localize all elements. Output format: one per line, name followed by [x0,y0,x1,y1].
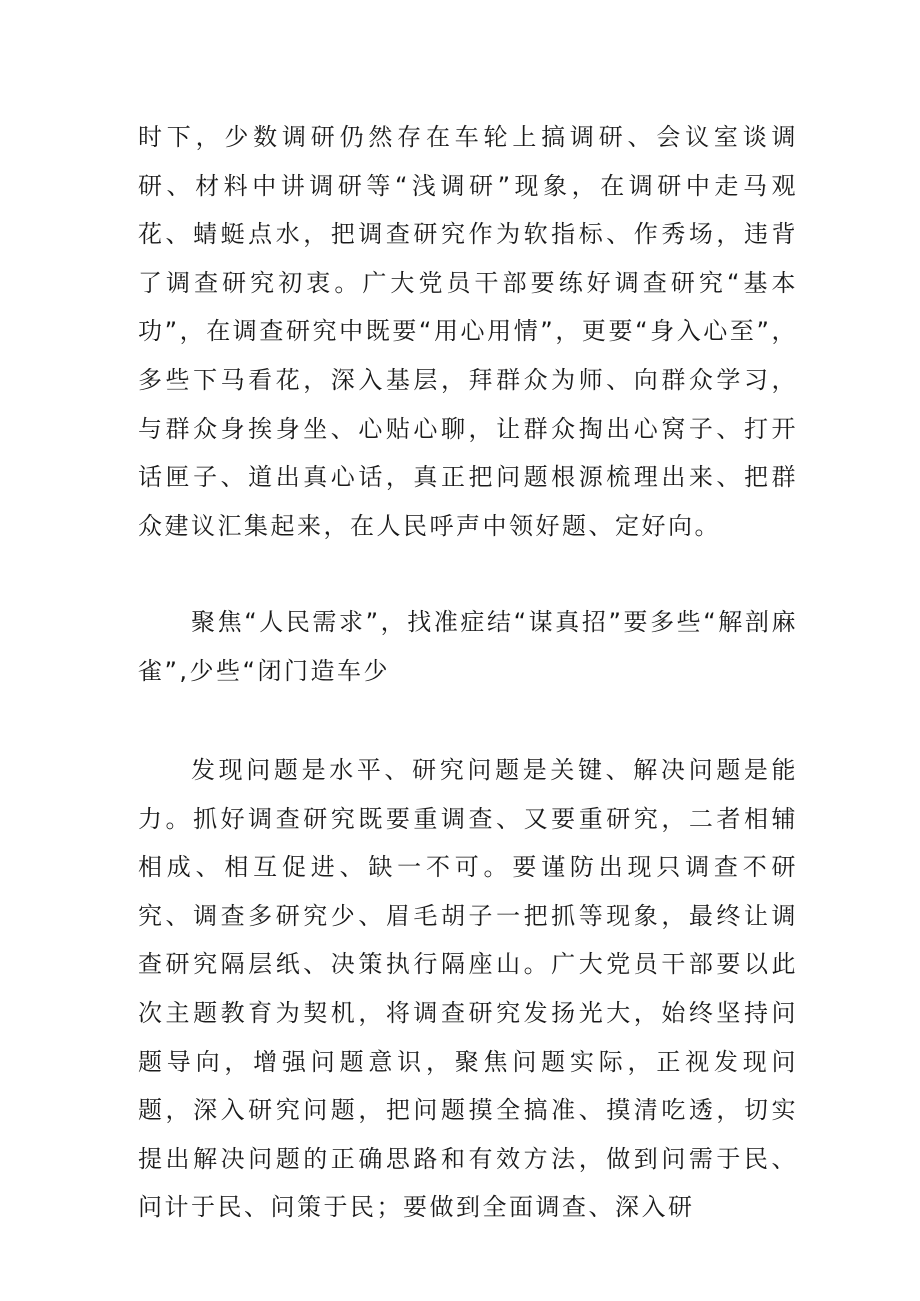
section-heading-paragraph: 聚焦“人民需求”，找准症结“谋真招”要多些“解剖麻雀”,少些“闭门造车少 [138,608,798,685]
body-paragraph-1: 时下，少数调研仍然存在车轮上搞调研、会议室谈调研、材料中讲调研等“浅调研”现象，在调研中走马观花、蜻蜓点水，把调查研究作为软指标、作秀场，违背了调查研究初衷。广大党员干部要练好调查研究“基本功”，在调查研究中既要“用心用情”，更要“身入心至”，多些下马看花，深入基层，拜群众为师、向群众学习，与群众身挨身坐、心贴心聊，让群众掏出心窝子、打开话匣子、道出真心话，真正把问题根源梳理出来、把群众建议汇集起来，在人民呼声中领好题、定好向。 [138,123,798,540]
body-paragraph-2: 发现问题是水平、研究问题是关键、解决问题是能力。抓好调查研究既要重调查、又要重研究，二者相辅相成、相互促进、缺一不可。要谨防出现只调查不研究、调查多研究少、眉毛胡子一把抓等现象，最终让调查研究隔层纸、决策执行隔座山。广大党员干部要以此次主题教育为契机，将调查研究发扬光大，始终坚持问题导向，增强问题意识，聚焦问题实际，正视发现问题，深入研究问题，把问题摸全搞准、摸清吃透，切实提出解决问题的正确思路和有效方法，做到问需于民、问计于民、问策于民；要做到全面调查、深入研 [138,756,798,1222]
